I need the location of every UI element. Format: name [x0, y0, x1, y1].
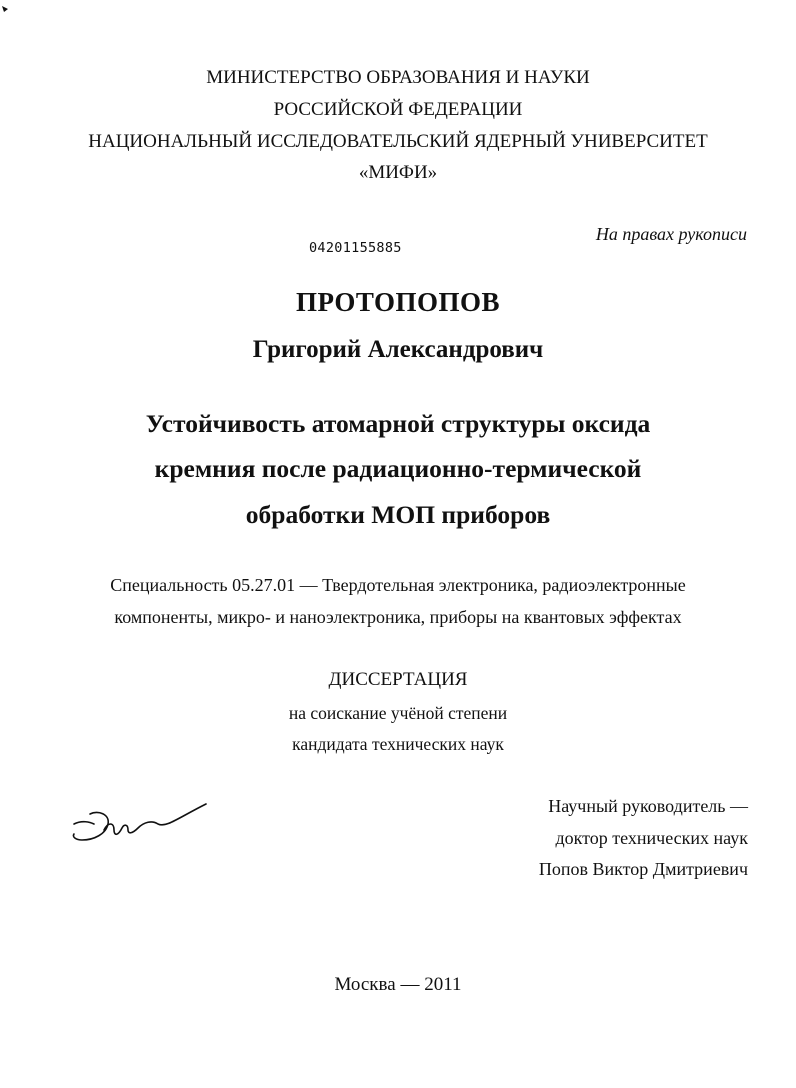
dissertation-degree-line-2: кандидата технических наук [292, 734, 504, 754]
scan-corner-mark [2, 6, 8, 12]
supervisor-degree: доктор технических наук [555, 828, 748, 848]
title-line-3: обработки МОП приборов [245, 500, 551, 529]
title-line-2: кремния после радиационно-термической [154, 454, 642, 483]
dissertation-degree-line-1: на соискание учёной степени [288, 703, 508, 723]
ministry-line-2: РОССИЙСКОЙ ФЕДЕРАЦИИ [273, 99, 523, 120]
specialty-line-2: компоненты, микро- и наноэлектроника, приборы на квантовых эффектах [114, 607, 682, 627]
author-surname: ПРОТОПОПОВ [295, 287, 500, 317]
manuscript-note: На правах рукописи [595, 224, 747, 244]
signature-image [68, 800, 213, 855]
dissertation-label: ДИССЕРТАЦИЯ [328, 669, 468, 690]
supervisor-name: Попов Виктор Дмитриевич [538, 859, 748, 879]
catalog-code: 04201155885 [309, 240, 402, 256]
city-year: Москва — 2011 [334, 974, 462, 995]
university-line-2: «МИФИ» [358, 162, 438, 183]
ministry-line-1: МИНИСТЕРСТВО ОБРАЗОВАНИЯ И НАУКИ [206, 67, 590, 88]
supervisor-role: Научный руководитель — [548, 796, 748, 816]
specialty-line-1: Специальность 05.27.01 — Твердотельная электроника, радиоэлектронные [110, 575, 686, 595]
author-given-names: Григорий Александрович [252, 336, 544, 363]
university-line-1: НАЦИОНАЛЬНЫЙ ИССЛЕДОВАТЕЛЬСКИЙ ЯДЕРНЫЙ УНИВЕРСИТЕТ [88, 131, 708, 152]
title-line-1: Устойчивость атомарной структуры оксида [145, 409, 651, 438]
